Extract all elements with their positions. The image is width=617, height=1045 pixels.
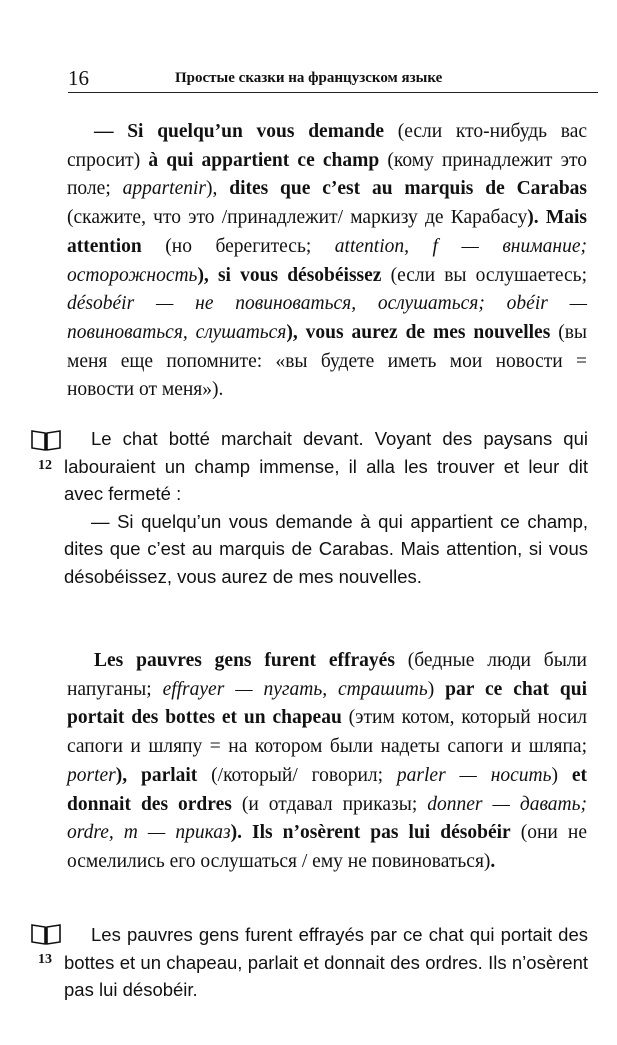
text-run: (кому принадлежит это поле; <box>67 149 587 200</box>
bold-run: ). Mais attention <box>67 207 588 257</box>
annotated-paragraph <box>67 118 587 405</box>
segment-paragraph: Le chat botté marchait devant. Voyant des paysans qui labouraient un champ immense, il alla les trouver et leur dit avec fermeté : <box>64 428 588 505</box>
text-run: (они не осмелились его ослушаться / ему не повиноваться) <box>67 822 587 872</box>
text-run: (вы меня еще попомните: «вы будете иметь мои новости = новости от меня»). <box>67 321 587 401</box>
text-run: (если вы ослушаетесь; <box>381 264 587 286</box>
italic-run: porter <box>67 764 116 786</box>
open-book-icon <box>30 428 62 452</box>
bold-run: Les pauvres gens furent effrayés <box>94 650 395 671</box>
text-run: (но берегитесь; <box>141 235 335 257</box>
bold-run: à qui appartient ce champ <box>148 149 380 171</box>
italic-run: appartenir <box>122 178 206 200</box>
segment-number: 13 <box>38 952 52 967</box>
segment-number: 12 <box>38 458 52 473</box>
text-run: ), <box>206 178 230 200</box>
annotated-paragraph <box>67 647 587 877</box>
bold-run: ), parlait <box>115 764 198 786</box>
bold-run: — Si quelqu’un vous demande <box>94 121 385 142</box>
text-run: (скажите, что это /принадлежит/ маркизу де Карабасу <box>67 207 528 229</box>
text-segment-13 <box>64 921 588 1004</box>
text-run: (и отдавал приказы; <box>231 793 428 815</box>
italic-run: donner — давать; ordre, m — приказ <box>67 793 587 844</box>
text-run: ) <box>427 678 446 700</box>
bold-run: ), si vous désobéissez <box>197 264 382 286</box>
bold-run: ), vous aurez de mes nouvelles <box>286 321 551 343</box>
running-title: Простые сказки на французском языке <box>175 70 443 86</box>
page-number: 16 <box>68 66 89 90</box>
segment-paragraph: Les pauvres gens furent effrayés par ce chat qui portait des bottes et un chapeau, parlait et donnait des ordres. Ils n’osèrent pas lui désobéir. <box>64 924 588 1001</box>
italic-run: attention, f — внимание; осторожность <box>67 235 587 286</box>
annotated-block-2 <box>67 647 587 877</box>
italic-run: désobéir — не повиноваться, ослушаться; obéir — повиноваться, слушаться <box>67 293 587 343</box>
bold-run: dites que c’est au marquis de Carabas <box>229 178 587 200</box>
text-segment-12 <box>64 425 588 591</box>
text-run: (если кто-нибудь вас спросит) <box>67 121 588 171</box>
page-header <box>68 66 598 93</box>
bold-run: . <box>490 850 496 872</box>
italic-run: effrayer — пугать, страшить <box>162 678 428 700</box>
bold-run: et donnait des ordres <box>67 764 588 815</box>
annotated-block-1 <box>67 118 587 405</box>
text-run: (/который/ говорил; <box>197 764 397 786</box>
text-run: (бедные люди были напуганы; <box>67 650 587 700</box>
bold-run: par ce chat qui portait des bottes et un chapeau <box>67 678 587 729</box>
segment-paragraph: — Si quelqu’un vous demande à qui appartient ce champ, dites que c’est au marquis de Carabas. Mais attention, si vous désobéissez, vous aurez de mes nouvelles. <box>64 510 588 587</box>
italic-run: parler — носить <box>396 764 552 786</box>
text-run: ) <box>551 764 572 786</box>
open-book-icon <box>30 922 62 946</box>
bold-run: ). Ils n’osèrent pas lui désobéir <box>230 822 511 844</box>
text-run: (этим котом, который носил сапоги и шляпу = на котором были надеты сапоги и шляпа; <box>67 707 587 758</box>
